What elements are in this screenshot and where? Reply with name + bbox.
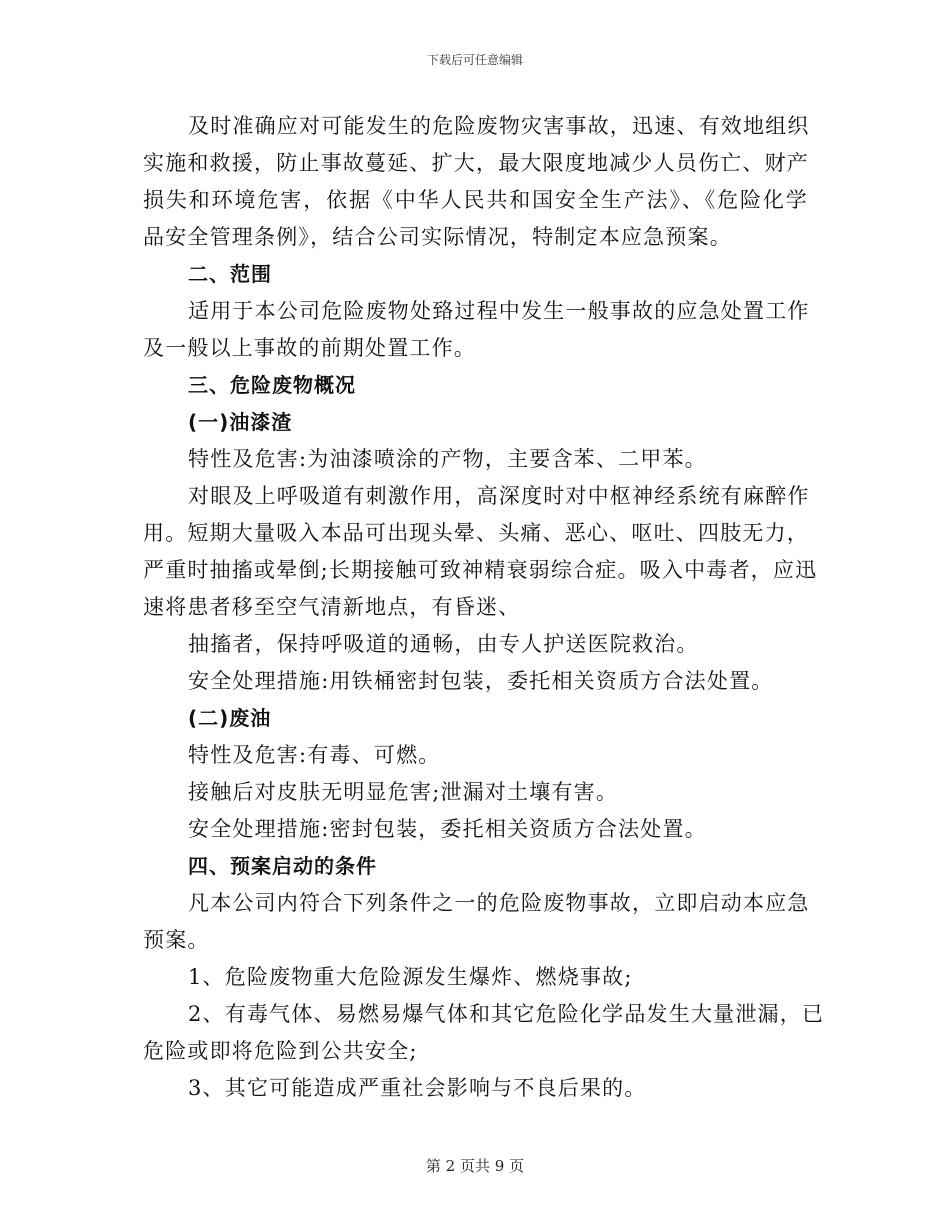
paragraph-line: 及一般以上事故的前期处置工作。 [143,336,476,360]
paragraph-line: 严重时抽搐或晕倒;长期接触可致神精衰弱综合症。吸入中毒者，应迅 [143,558,818,582]
paragraph-line: 品安全管理条例》，结合公司实际情况，特制定本应急预案。 [143,225,732,249]
paragraph-line: 安全处理措施:用铁桶密封包装，委托相关资质方合法处置。 [188,669,774,693]
page-header: 下载后可任意编辑 [426,53,523,67]
paragraph-line: 特性及危害:有毒、可燃。 [188,743,441,767]
list-item: 1、危险废物重大危险源发生爆炸、燃烧事故; [188,965,633,989]
list-item-continuation: 危险或即将危险到公共安全; [143,1039,418,1063]
subsection-heading-paint-residue: (一)油漆渣 [188,410,293,434]
paragraph-line: 特性及危害:为油漆喷涂的产物，主要含苯、二甲苯。 [188,447,707,471]
paragraph-line: 安全处理措施:密封包装，委托相关资质方合法处置。 [188,817,707,841]
document-body [143,108,825,1107]
paragraph-line: 适用于本公司危险废物处臵过程中发生一般事故的应急处置工作 [188,299,810,323]
paragraph-line: 用。短期大量吸入本品可出现头晕、头痛、恶心、呕吐、四肢无力， [143,521,809,545]
paragraph-line: 预案。 [143,928,210,952]
paragraph-line: 抽搐者，保持呼吸道的通畅，由专人护送医院救治。 [188,632,699,656]
section-heading-scope: 二、范围 [188,262,272,286]
list-item: 3、其它可能造成严重社会影响与不良后果的。 [188,1076,647,1100]
section-heading-activation: 四、预案启动的条件 [188,854,377,878]
subsection-heading-waste-oil: (二)废油 [188,706,272,730]
paragraph-line: 对眼及上呼吸道有刺激作用，高深度时对中枢神经系统有麻醉作 [188,484,810,508]
paragraph-line: 凡本公司内符合下列条件之一的危险废物事故，立即启动本应急 [188,891,810,915]
list-item: 2、有毒气体、易燃易爆气体和其它危险化学品发生大量泄漏，已 [188,1002,825,1026]
paragraph-line: 损失和环境危害，依据《中华人民共和国安全生产法》、《危险化学 [143,188,808,212]
paragraph-line: 速将患者移至空气清新地点，有昏迷、 [143,595,521,619]
paragraph-line: 实施和救援，防止事故蔓延、扩大，最大限度地减少人员伤亡、财产 [143,151,809,175]
paragraph-line: 接触后对皮肤无明显危害;泄漏对土壤有害。 [188,780,619,804]
paragraph-line: 及时准确应对可能发生的危险废物灾害事故，迅速、有效地组织 [188,114,810,138]
page-footer: 第 2 页共 9 页 [425,1157,525,1175]
section-heading-overview: 三、危险废物概况 [188,373,356,397]
